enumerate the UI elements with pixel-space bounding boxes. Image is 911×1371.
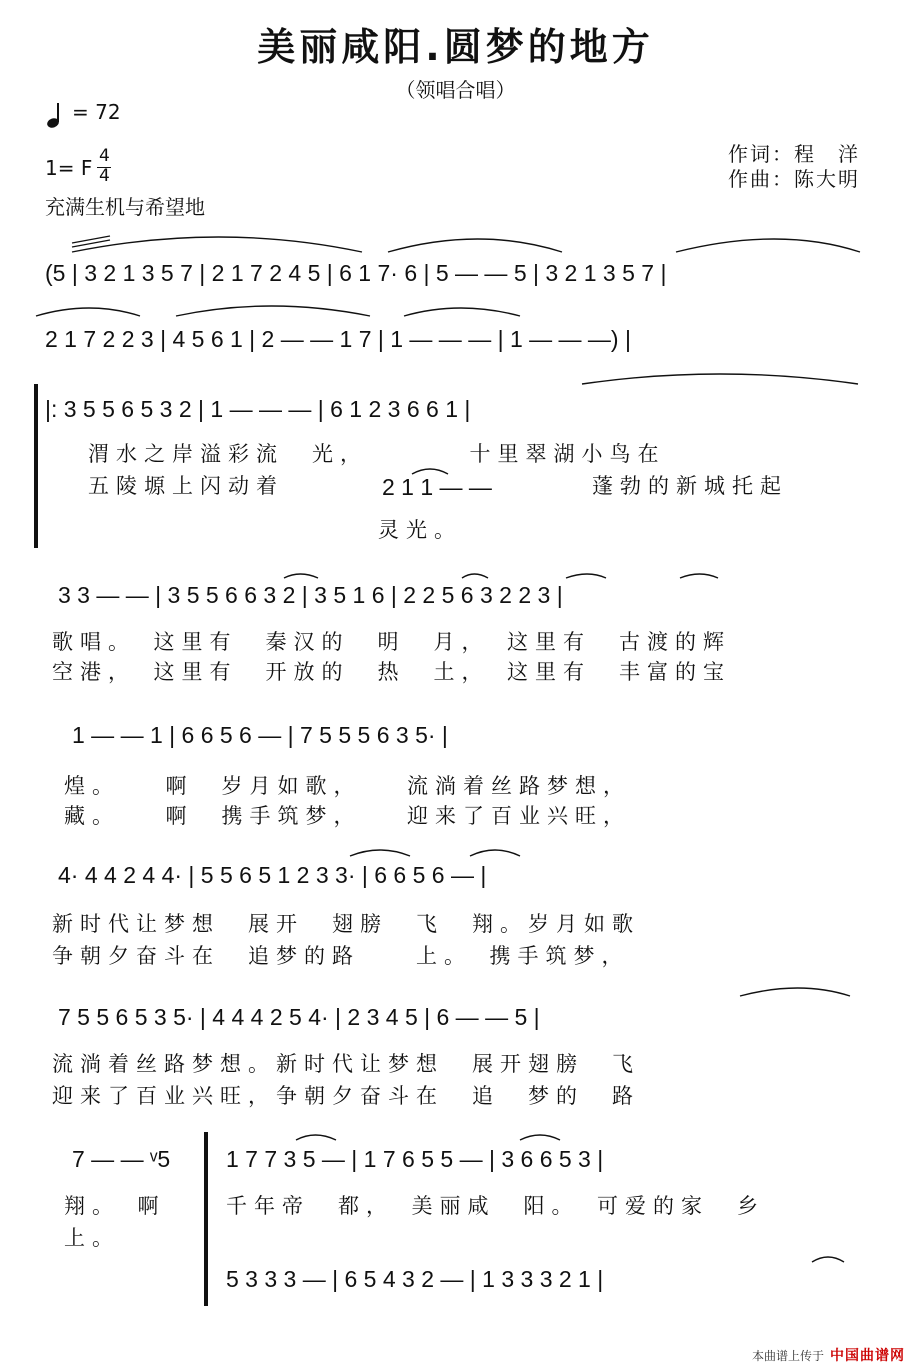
system-4-notes: 4· 4 4 2 4 4· | 5 5 6 5 1 2 3 3· | 6 6 5 6 — |	[58, 862, 487, 888]
lyricist: 作词：程 洋	[728, 142, 860, 166]
system-3-lyrics-verse-2: 藏。 啊 携手筑梦， 迎来了百业兴旺，	[64, 804, 631, 828]
system-1-lyrics-verse-3: 灵光。	[378, 518, 462, 542]
system-5-notes: 7 5 5 6 5 3 5· | 4 4 4 2 5 4· | 2 3 4 5 | 6 — — 5 |	[58, 1004, 540, 1030]
system-3-notes: 1 — — 1 | 6 6 5 6 — | 7 5 5 5 6 3 5· |	[72, 722, 448, 748]
site-logo: 中国曲谱网	[830, 1348, 905, 1364]
tempo: = 72	[72, 100, 121, 124]
intro-line-1: (5 | 3 2 1 3 5 7 | 2 1 7 2 4 5 | 6 1 7· 6 | 5 — — 5 | 3 2 1 3 5 7 |	[45, 260, 667, 286]
expression-mark: 充满生机与希望地	[45, 195, 205, 219]
system-3-lyrics-verse-1: 煌。 啊 岁月如歌， 流淌着丝路梦想，	[64, 774, 631, 798]
system-1-lyrics-verse-2b: 蓬勃的新城托起	[592, 474, 788, 498]
composer: 作曲：陈大明	[728, 167, 860, 191]
system-2-notes: 3 3 — — | 3 5 5 6 6 3 2 | 3 5 1 6 | 2 2 5 6 3 2 2 3 |	[58, 582, 563, 608]
page-title: 美丽咸阳.圆梦的地方	[257, 25, 654, 69]
system-6-lead-lyrics-1: 翔。 啊	[64, 1194, 166, 1218]
intro-line-2: 2 1 7 2 2 3 | 4 5 6 1 | 2 — — 1 7 | 1 — — — | 1 — — —) |	[45, 326, 631, 352]
system-2-lyrics-verse-2: 空港， 这里有 开放的 热 土， 这里有 丰富的宝	[52, 660, 731, 684]
system-2-lyrics-verse-1: 歌唱。 这里有 秦汉的 明 月， 这里有 古渡的辉	[52, 630, 731, 654]
system-1-lyrics-verse-1: 渭水之岸溢彩流 光， 十里翠湖小鸟在	[88, 442, 666, 466]
system-4-lyrics-verse-1: 新时代让梦想 展开 翅膀 飞 翔。岁月如歌	[52, 912, 640, 936]
footer-watermark	[752, 1345, 905, 1365]
footer-text: 本曲谱上传于	[751, 1348, 824, 1363]
system-1-notes: |: 3 5 5 6 5 3 2 | 1 — — — | 6 1 2 3 6 6 1 |	[45, 396, 471, 422]
system-5-lyrics-verse-1: 流淌着丝路梦想。新时代让梦想 展开翅膀 飞	[52, 1052, 640, 1076]
system-5-lyrics-verse-2: 迎来了百业兴旺，争朝夕奋斗在 追 梦的 路	[52, 1084, 640, 1108]
system-6-lead-lyrics-2: 上。	[64, 1226, 120, 1250]
system-4-lyrics-verse-2: 争朝夕奋斗在 追梦的路 上。 携手筑梦，	[52, 944, 630, 968]
system-6-lower-voice-notes: 5 3 3 3 — | 6 5 4 3 2 — | 1 3 3 3 2 1 |	[226, 1266, 604, 1292]
system-6-notes: 1 7 7 3 5 — | 1 7 6 5 5 — | 3 6 6 5 3 |	[226, 1146, 604, 1172]
time-signature-top: 4	[99, 146, 110, 166]
system-1-alt-notes: 2 1 1 — —	[382, 474, 492, 500]
system-6-lead-notes: 7 — — ᵛ5	[72, 1146, 171, 1172]
system-1-lyrics-verse-2: 五陵塬上闪动着	[88, 474, 284, 498]
key-signature: 1= F	[45, 156, 93, 180]
subtitle: （领唱合唱）	[395, 78, 516, 102]
system-6-lyrics: 千年帝 都， 美丽咸 阳。 可爱的家 乡	[226, 1194, 765, 1218]
time-signature-bottom: 4	[99, 166, 110, 186]
